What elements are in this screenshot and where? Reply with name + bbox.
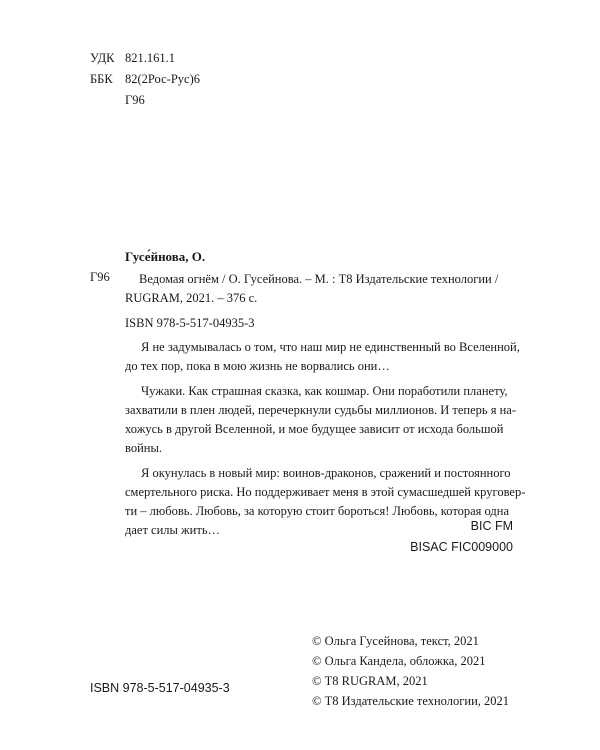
bbk-label: ББК (90, 72, 113, 86)
udk-row (90, 48, 200, 69)
copyright-block (312, 631, 509, 711)
annotation-line: захватили в плен людей, перечеркнули судьбы миллионов. И теперь я на- (125, 403, 516, 417)
annotation-line: Чужаки. Как страшная сказка, как кошмар. Они поработили планету, (141, 384, 508, 398)
bic-code: BIC FM (470, 519, 513, 533)
copyright-line: © Ольга Гусейнова, текст, 2021 (312, 634, 479, 648)
udk-label: УДК (90, 51, 115, 65)
annotation-line: Я не задумывалась о том, что наш мир не единственный во Вселенной, (141, 340, 520, 354)
description-line: RUGRAM, 2021. – 376 с. (125, 291, 258, 305)
copyright-line: © Т8 RUGRAM, 2021 (312, 674, 428, 688)
annotation-line: Я окунулась в новый мир: воинов-драконов, сражений и постоянного (141, 466, 511, 480)
annotation-line: войны. (125, 441, 162, 455)
subject-codes (410, 516, 513, 558)
cutter-code: Г96 (125, 93, 145, 107)
annotation-line: до тех пор, пока в мою жизнь не ворвались они… (125, 359, 390, 373)
author-name: Гусе́йнова, О. (125, 249, 206, 264)
bisac-code: BISAC FIC009000 (410, 540, 513, 554)
description-line: Ведомая огнём / О. Гусейнова. – М. : Т8 Издательские технологии / (139, 272, 499, 286)
annotation-line: хожусь в другой Вселенной, и мое будущее зависит от исхода большой (125, 422, 504, 436)
bbk-row (90, 69, 200, 90)
bibliographic-description (125, 270, 520, 308)
annotation-line: ти – любовь. Любовь, за которую стоит бороться! Любовь, которая одна (125, 504, 510, 518)
copyright-line: © Ольга Кандела, обложка, 2021 (312, 654, 486, 668)
annotation-line: смертельного риска. Но поддерживает меня в этой сумасшедшей круговер- (125, 485, 526, 499)
copyright-line: © Т8 Издательские технологии, 2021 (312, 694, 510, 708)
classification-block (90, 48, 200, 111)
annotation (125, 338, 526, 546)
annotation-paragraph (125, 382, 520, 458)
bbk-value: 82(2Рос-Рус)6 (125, 72, 200, 86)
cutter-code-side: Г96 (90, 270, 110, 284)
annotation-line: дает силы жить… (125, 523, 221, 537)
isbn-footer: ISBN 978-5-517-04935-3 (90, 681, 230, 695)
udk-value: 821.161.1 (125, 51, 175, 65)
annotation-paragraph (125, 338, 520, 376)
isbn-record: ISBN 978-5-517-04935-3 (125, 316, 255, 330)
cutter-row (90, 90, 200, 111)
